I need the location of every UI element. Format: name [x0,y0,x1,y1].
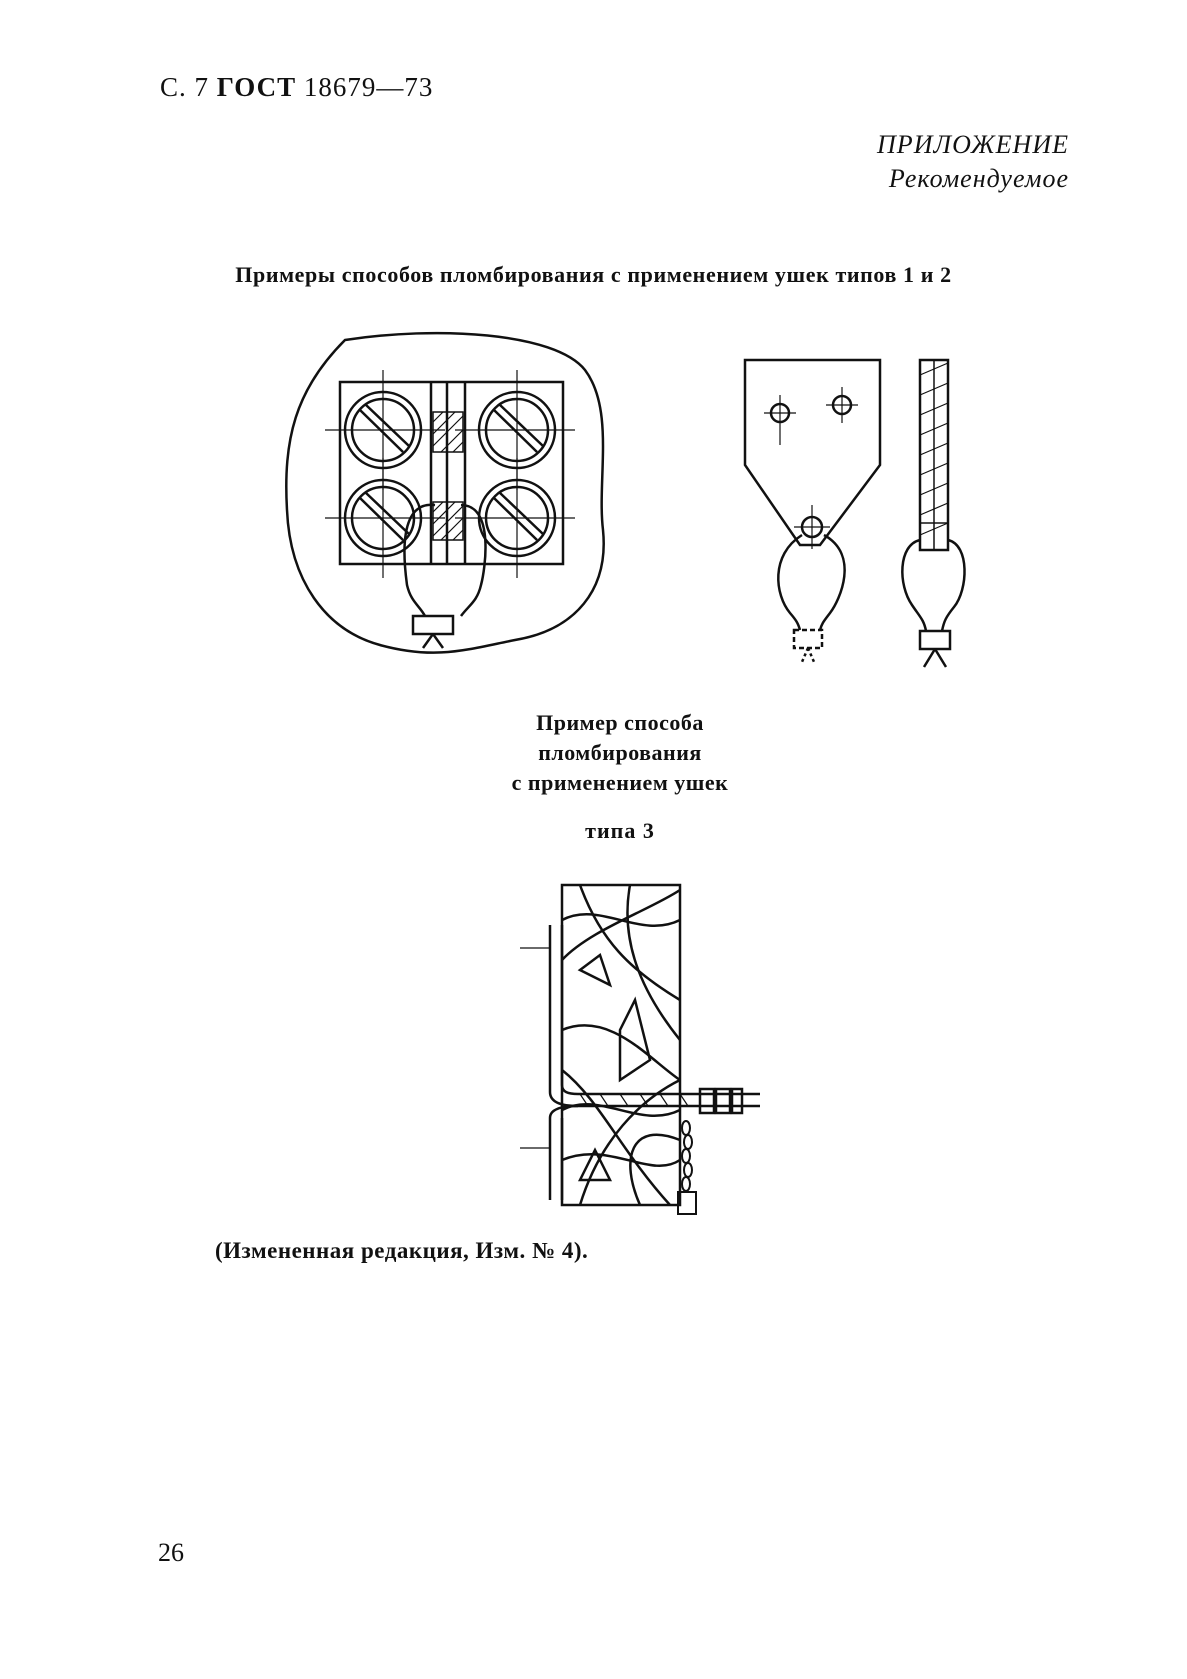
subtitle-line-3: с применением ушек [511,770,729,795]
figure-subtitle [440,708,800,798]
page-header [160,72,433,103]
subtitle-line-1: Пример способа [536,710,704,735]
standard-label: ГОСТ [216,72,297,102]
appendix-block [877,128,1069,196]
standard-number: 18679—73 [303,72,434,102]
figure-lug-plate-front [740,355,900,675]
appendix-label: ПРИЛОЖЕНИЕ [877,130,1069,159]
figure-four-screw-cover [285,330,615,680]
type3-label: типа 3 [585,818,655,843]
figure-type3-lug [520,880,780,1220]
appendix-status: Рекомендуемое [888,164,1069,193]
section-title: Примеры способов пломбирования с применением ушек типов 1 и 2 [235,262,952,287]
page-number: 26 [158,1538,184,1567]
amendment-note: (Измененная редакция, Изм. № 4). [215,1238,589,1263]
subtitle-line-2: пломбирования [538,740,702,765]
page-reference: С. 7 [160,72,210,102]
figure-lug-plate-side [890,355,970,685]
